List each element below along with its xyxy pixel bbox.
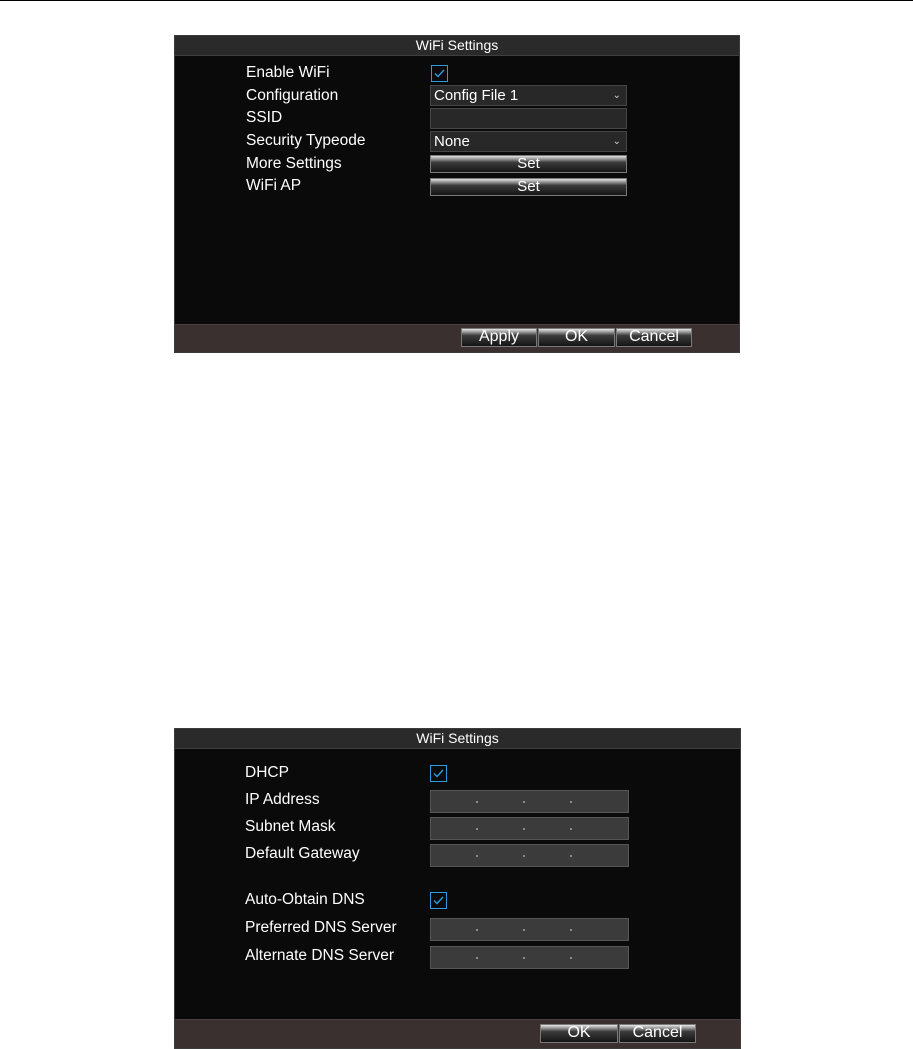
dhcp-label: DHCP — [245, 764, 289, 781]
subnet-mask-field[interactable] — [430, 817, 629, 840]
ssid-input[interactable] — [430, 108, 627, 129]
dhcp-checkbox[interactable] — [430, 765, 447, 782]
default-gateway-field[interactable] — [430, 844, 629, 867]
dialog-title: WiFi Settings — [175, 729, 740, 749]
ip-address-label: IP Address — [245, 791, 320, 808]
chevron-down-icon: ⌄ — [612, 136, 621, 147]
ip-octet-separator — [476, 828, 478, 830]
ip-octet-separator — [476, 801, 478, 803]
ip-octet-separator — [476, 855, 478, 857]
ip-octet-separator — [523, 801, 525, 803]
subnet-mask-label: Subnet Mask — [245, 818, 336, 835]
ip-octet-separator — [570, 801, 572, 803]
dialog-footer — [175, 1019, 740, 1048]
check-icon — [432, 894, 445, 907]
enable-wifi-checkbox[interactable] — [431, 65, 448, 82]
ip-octet-separator — [570, 828, 572, 830]
more-settings-label: More Settings — [246, 155, 342, 172]
wifi-ap-set-button[interactable]: Set — [430, 178, 627, 196]
apply-button[interactable]: Apply — [461, 328, 537, 347]
security-type-label: Security Typeode — [246, 132, 366, 149]
ok-button[interactable]: OK — [540, 1024, 618, 1043]
ip-address-field[interactable] — [430, 790, 629, 813]
dialog-footer — [175, 324, 739, 352]
ip-octet-separator — [570, 957, 572, 959]
check-icon — [432, 767, 445, 780]
wifi-ap-label: WiFi AP — [246, 177, 302, 194]
more-settings-set-button[interactable]: Set — [430, 155, 627, 173]
wifi-settings-dialog-network — [174, 728, 741, 1049]
wifi-settings-dialog — [174, 35, 740, 353]
ok-button[interactable]: OK — [538, 328, 615, 347]
ip-octet-separator — [523, 957, 525, 959]
chevron-down-icon: ⌄ — [612, 90, 621, 101]
dialog-title: WiFi Settings — [175, 36, 739, 56]
ip-octet-separator — [570, 855, 572, 857]
cancel-button[interactable]: Cancel — [619, 1024, 696, 1043]
check-icon — [433, 67, 446, 80]
enable-wifi-label: Enable WiFi — [246, 64, 330, 81]
ip-octet-separator — [476, 957, 478, 959]
default-gateway-label: Default Gateway — [245, 845, 360, 862]
alternate-dns-label: Alternate DNS Server — [245, 947, 395, 964]
configuration-label: Configuration — [246, 87, 339, 104]
ip-octet-separator — [523, 828, 525, 830]
configuration-value: Config File 1 — [434, 87, 519, 104]
preferred-dns-label: Preferred DNS Server — [245, 919, 397, 936]
preferred-dns-field[interactable] — [430, 918, 629, 941]
ip-octet-separator — [523, 855, 525, 857]
page-top-rule — [0, 0, 913, 1]
security-type-value: None — [434, 133, 470, 150]
ip-octet-separator — [523, 929, 525, 931]
ssid-label: SSID — [246, 109, 283, 126]
ip-octet-separator — [570, 929, 572, 931]
auto-dns-checkbox[interactable] — [430, 892, 447, 909]
security-type-select[interactable] — [430, 131, 627, 152]
ip-octet-separator — [476, 929, 478, 931]
auto-dns-label: Auto-Obtain DNS — [245, 891, 365, 908]
cancel-button[interactable]: Cancel — [616, 328, 692, 347]
alternate-dns-field[interactable] — [430, 946, 629, 969]
configuration-select[interactable] — [430, 85, 627, 106]
